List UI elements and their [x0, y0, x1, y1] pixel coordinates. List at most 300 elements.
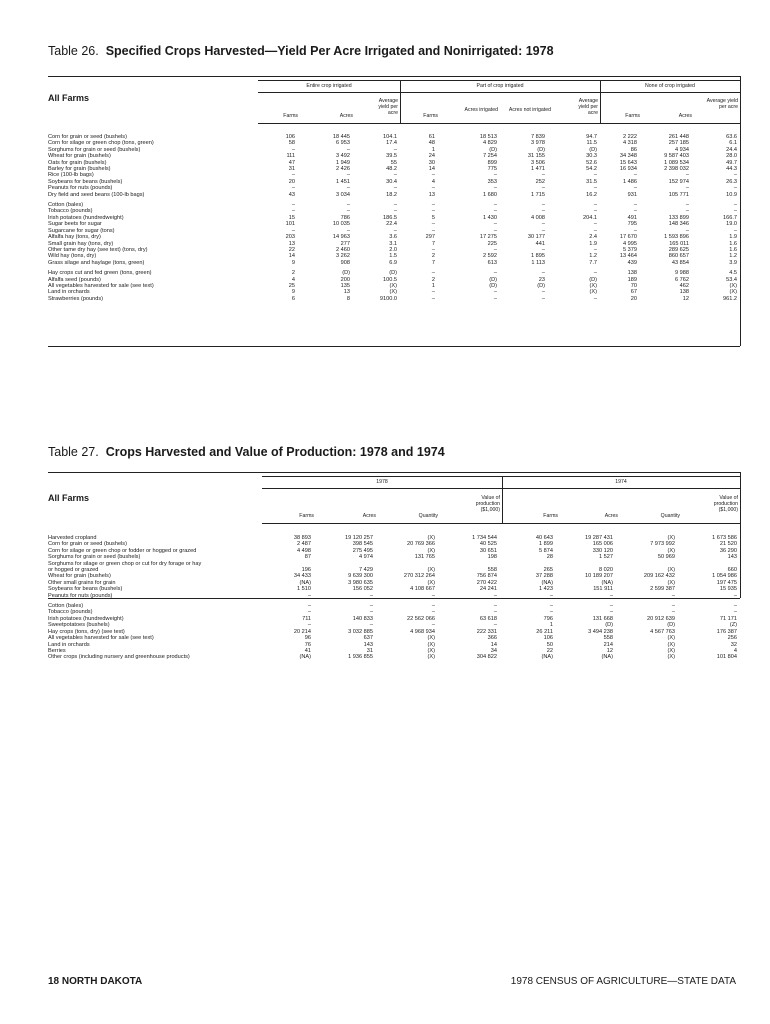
table-cell: –	[633, 227, 637, 234]
table-cell: –	[493, 185, 497, 192]
row-label: Irish potatoes (hundredweight)	[48, 214, 124, 221]
table-cell: 4 108 667	[410, 586, 435, 593]
table-cell: 151 911	[593, 586, 613, 593]
table-cell: 9	[291, 259, 295, 266]
table-cell: 40 643	[535, 535, 553, 541]
table-cell: 3 978	[531, 140, 545, 147]
group-none-irrigated: None of crop irrigated	[600, 81, 740, 93]
table-cell: –	[541, 172, 545, 179]
page-footer-right: 1978 CENSUS OF AGRICULTURE—STATE DATA	[510, 976, 736, 987]
table-cell: –	[291, 146, 295, 153]
group-part-irrigated: Part of crop irrigated	[400, 81, 600, 93]
table-cell: 28	[546, 554, 553, 561]
table-cell: 6.9	[389, 259, 397, 266]
table-cell: (X)	[427, 567, 435, 574]
table-cell: 53.4	[726, 276, 737, 283]
table-cell: 1 430	[483, 214, 497, 221]
table-cell: 9 639 300	[348, 573, 373, 580]
table-cell: 22	[288, 246, 295, 253]
row-label: Soybeans for beans (bushels)	[48, 586, 123, 593]
table-cell: 105 771	[668, 191, 689, 198]
table-cell: 277	[340, 240, 350, 247]
table-cell: –	[685, 202, 689, 209]
header-value-of-production: Value of production ($1,000)	[713, 495, 738, 513]
table-cell: –	[733, 185, 737, 192]
header-farms: Farms	[299, 513, 314, 519]
table-cell: 1 895	[531, 253, 545, 260]
table-cell: 19 287 431	[585, 535, 613, 541]
table-cell: 30.4	[386, 178, 397, 185]
table-cell: 198	[487, 554, 497, 561]
table-cell: (X)	[427, 635, 435, 642]
table-cell: 6 953	[336, 140, 350, 147]
table-cell: –	[609, 609, 613, 616]
table-cell: 148 346	[668, 221, 689, 228]
table-cell: 18 445	[332, 134, 350, 140]
table-cell: 1 510	[297, 586, 311, 593]
row-label: Peanuts for nuts (pounds)	[48, 185, 113, 192]
table-cell: –	[541, 208, 545, 215]
table-cell: 1.9	[729, 234, 737, 241]
table-cell: 15 935	[719, 586, 737, 593]
table-cell: 26 211	[536, 628, 553, 635]
table-cell: 43 854	[671, 259, 689, 266]
table-cell: 104.1	[383, 134, 397, 140]
table-cell: –	[291, 208, 295, 215]
table-cell: –	[733, 603, 737, 610]
table-cell: (D)	[489, 282, 497, 289]
header-acres: Acres	[678, 113, 692, 119]
table-cell: 111	[286, 153, 295, 160]
table-cell: 138	[627, 270, 637, 277]
table-cell: –	[593, 227, 597, 234]
table-cell: –	[493, 221, 497, 228]
table-cell: (X)	[729, 289, 737, 296]
table-cell: 9 587 403	[664, 153, 689, 160]
table-cell: –	[549, 609, 553, 616]
table-cell: 558	[487, 567, 497, 574]
table-cell: 36 290	[719, 547, 737, 554]
row-label: All vegetables harvested for sale (see text)	[48, 635, 154, 642]
table-cell: 17 275	[479, 234, 497, 241]
table-cell: 152 974	[668, 178, 689, 185]
row-label: Sugar beets for sugar	[48, 221, 102, 228]
table-cell: –	[431, 202, 435, 209]
row-label: Other tame dry hay (see text) (tons, dry)	[48, 246, 148, 253]
table-cell: (D)	[489, 276, 497, 283]
table-cell: –	[493, 202, 497, 209]
table-cell: 34 348	[619, 153, 637, 160]
row-label: Sorghums for grain or seed (bushels)	[48, 554, 141, 561]
table-cell: –	[307, 622, 311, 629]
table-cell: 7	[431, 240, 435, 247]
table-cell: 106	[543, 635, 553, 642]
row-label: Corn for silage or green chop or fodder or hogged or grazed	[48, 547, 197, 554]
table-cell: 13 464	[619, 253, 637, 260]
table-cell: (X)	[667, 654, 675, 661]
table-cell: 34	[490, 647, 497, 654]
table-cell: 28.0	[726, 153, 737, 160]
table-cell: 1 734 544	[472, 535, 497, 541]
table-cell: 31	[288, 166, 295, 173]
table-cell: 270 422	[476, 579, 497, 586]
table-cell: 10 189 207	[585, 573, 613, 580]
table-26-right-rule	[740, 76, 741, 346]
table-cell: (X)	[589, 289, 597, 296]
table-cell: 19 120 257	[345, 535, 373, 541]
table-26-title-text: Specified Crops Harvested—Yield Per Acre Irrigated and Nonirrigated: 1978	[105, 44, 554, 58]
table-cell: (X)	[667, 567, 675, 574]
table-row	[48, 270, 740, 276]
table-cell: 38 893	[293, 535, 311, 541]
table-cell: 3 492	[336, 153, 350, 160]
table-cell: 9 988	[675, 270, 689, 277]
table-cell: 24	[428, 153, 435, 160]
table-cell: 660	[727, 567, 737, 574]
table-cell: 22.4	[386, 221, 397, 228]
table-cell: (D)	[389, 270, 397, 277]
table-cell: 209 162 432	[643, 573, 675, 580]
header-farms: Farms	[423, 113, 438, 119]
header-farms: Farms	[543, 513, 558, 519]
table-cell: 222 331	[476, 628, 497, 635]
table-cell: –	[431, 246, 435, 253]
table-cell: –	[493, 609, 497, 616]
table-cell: 931	[627, 191, 637, 198]
table-cell: –	[291, 227, 295, 234]
header-farms: Farms	[625, 113, 640, 119]
row-label: Cotton (bales)	[48, 603, 84, 610]
table-cell: 10 035	[332, 221, 350, 228]
row-label: Strawberries (pounds)	[48, 295, 104, 302]
table-cell: 398 545	[352, 541, 373, 548]
table-cell: –	[393, 185, 397, 192]
table-cell: 297	[425, 234, 435, 241]
table-cell: –	[633, 202, 637, 209]
table-27-title-text: Crops Harvested and Value of Production: 1978 and 1974	[105, 445, 445, 459]
table-cell: –	[393, 146, 397, 153]
table-cell: –	[685, 227, 689, 234]
table-cell: –	[431, 270, 435, 277]
table-cell: 94.7	[586, 134, 597, 140]
table-cell: 2 460	[336, 246, 350, 253]
table-cell: 3.1	[389, 240, 397, 247]
table-cell: 189	[627, 276, 637, 283]
table-cell: 63.6	[726, 134, 737, 140]
table-cell: 15	[288, 214, 295, 221]
table-cell: (X)	[427, 654, 435, 661]
table-cell: –	[593, 295, 597, 302]
table-cell: 1 593 896	[664, 234, 689, 241]
table-cell: 2	[291, 270, 295, 277]
group-entire-irrigated: Entire crop irrigated	[258, 81, 400, 93]
table-cell: –	[346, 208, 350, 215]
table-cell: 18.2	[386, 191, 397, 198]
table-cell: 186.5	[383, 214, 397, 221]
table-cell: 101	[285, 221, 295, 228]
table-cell: 166.7	[723, 214, 737, 221]
table-cell: –	[541, 227, 545, 234]
table-cell: –	[493, 295, 497, 302]
row-label: Oats for grain (bushels)	[48, 159, 107, 166]
table-cell: 289 625	[668, 246, 689, 253]
table-cell: 1 680	[483, 191, 497, 198]
table-cell: (NA)	[541, 654, 553, 661]
table-cell: (X)	[427, 579, 435, 586]
header-acres: Acres	[362, 513, 376, 519]
table-cell: –	[733, 208, 737, 215]
table-cell: 4 829	[483, 140, 497, 147]
table-cell: 61	[428, 134, 435, 140]
table-cell: 961.2	[723, 295, 737, 302]
table-cell: (X)	[667, 635, 675, 642]
table-cell: 1	[549, 622, 553, 629]
table-cell: 22 562 066	[407, 615, 435, 622]
table-cell: 31 155	[527, 153, 545, 160]
table-cell: 13	[343, 289, 350, 296]
table-cell: 2 398 032	[664, 166, 689, 173]
table-cell: 1.6	[729, 240, 737, 247]
table-cell: 14	[490, 641, 497, 648]
table-cell: 711	[302, 615, 311, 622]
row-label: Sugarcane for sugar (tons)	[48, 227, 115, 234]
table-cell: (X)	[667, 547, 675, 554]
table-cell: 19.0	[726, 221, 737, 228]
table-cell: –	[541, 185, 545, 192]
table-cell: 165 006	[592, 541, 613, 548]
table-cell: 4 008	[531, 214, 545, 221]
page-footer-left: 18 NORTH DAKOTA	[48, 976, 143, 987]
table-cell: (NA)	[541, 579, 553, 586]
table-cell: –	[733, 172, 737, 179]
table-cell: 4 934	[675, 146, 689, 153]
table-cell: –	[541, 289, 545, 296]
table-cell: 1 451	[336, 178, 350, 185]
table-cell: 6	[291, 295, 295, 302]
header-acres: Acres	[604, 513, 618, 519]
table-cell: –	[685, 185, 689, 192]
table-cell: 265	[543, 567, 553, 574]
table-cell: 5 874	[539, 547, 553, 554]
table-cell: 40 525	[479, 541, 497, 548]
row-label: Barley for grain (bushels)	[48, 166, 111, 173]
row-label: Other small grains for grain	[48, 579, 116, 586]
table-cell: 256	[727, 635, 737, 642]
table-cell: (NA)	[601, 654, 613, 661]
table-cell: 32	[730, 641, 737, 648]
table-27-right-rule	[740, 472, 741, 598]
table-cell: 2.0	[389, 246, 397, 253]
table-cell: 1 113	[531, 259, 545, 266]
table-cell: –	[493, 270, 497, 277]
table-cell: 2 426	[336, 166, 350, 173]
table-cell: 2 487	[297, 541, 311, 548]
table-cell: 204.1	[583, 214, 597, 221]
row-label: Corn for grain or seed (bushels)	[48, 541, 127, 548]
table-cell: (D)	[589, 146, 597, 153]
table-cell: 613	[487, 259, 497, 266]
table-cell: 76	[304, 641, 311, 648]
table-row	[48, 140, 740, 146]
table-cell: 16 934	[619, 166, 637, 173]
table-cell: –	[307, 609, 311, 616]
table-cell: –	[493, 227, 497, 234]
table-cell: 252	[535, 178, 545, 185]
table-cell: 24.4	[726, 146, 737, 153]
table-cell: 3 494 238	[588, 628, 613, 635]
table-cell: 12	[682, 295, 689, 302]
table-cell: –	[593, 185, 597, 192]
header-acres-irrigated: Acres irrigated	[464, 107, 498, 113]
table-27-row-header: All Farms	[48, 493, 90, 503]
table-cell: 203	[285, 234, 295, 241]
table-cell: –	[346, 146, 350, 153]
row-label: Land in orchards	[48, 289, 90, 296]
row-label: Dry field and seed beans (100-lb bags)	[48, 191, 145, 198]
table-cell: 41	[304, 647, 311, 654]
row-label: Berries	[48, 647, 66, 654]
table-cell: 8	[346, 295, 350, 302]
table-cell: –	[633, 208, 637, 215]
table-cell: –	[593, 246, 597, 253]
table-cell: 31.5	[586, 178, 597, 185]
table-cell: –	[541, 246, 545, 253]
table-cell: 3 506	[531, 159, 545, 166]
table-cell: 3 262	[336, 253, 350, 260]
table-cell: 261 448	[668, 134, 689, 140]
row-label: Rice (100-lb bags)	[48, 172, 94, 179]
table-cell: (X)	[389, 282, 397, 289]
table-cell: 14	[288, 253, 295, 260]
table-cell: 908	[340, 259, 350, 266]
table-cell: 200	[340, 276, 350, 283]
table-cell: 101 804	[716, 654, 737, 661]
table-cell: 131 668	[592, 615, 613, 622]
table-cell: (D)	[537, 146, 545, 153]
table-cell: 8 020	[599, 567, 613, 574]
header-farms: Farms	[283, 113, 298, 119]
table-cell: (D)	[667, 622, 675, 629]
table-cell: 71 171	[719, 615, 737, 622]
row-label: Other crops (including nursery and greenhouse products)	[48, 654, 190, 661]
table-cell: –	[346, 185, 350, 192]
table-cell: 3 034	[336, 191, 350, 198]
row-label: Hay crops cut and fed green (tons, green)	[48, 270, 152, 277]
table-cell: 143	[727, 554, 737, 561]
table-cell: 2 592	[483, 253, 497, 260]
table-cell: –	[685, 172, 689, 179]
table-cell: 304 822	[476, 654, 497, 661]
header-average-yield: Average yield per acre	[578, 98, 598, 116]
table-cell: 225	[487, 240, 497, 247]
table-cell: –	[593, 172, 597, 179]
table-cell: (X)	[667, 535, 675, 541]
row-label: Alfalfa hay (tons, dry)	[48, 234, 101, 241]
table-cell: 23	[538, 276, 545, 283]
group-year-1978: 1978	[262, 477, 502, 489]
table-cell: 31	[366, 647, 373, 654]
row-label: Alfalfa seed (pounds)	[48, 276, 101, 283]
table-cell: (X)	[589, 282, 597, 289]
table-cell: –	[593, 221, 597, 228]
table-cell: 34 433	[293, 573, 311, 580]
table-cell: –	[493, 246, 497, 253]
table-cell: 637	[363, 635, 373, 642]
table-cell: 4	[431, 178, 435, 185]
table-cell: –	[541, 270, 545, 277]
table-cell: –	[733, 227, 737, 234]
table-cell: –	[431, 622, 435, 629]
header-quantity: Quantity	[418, 513, 438, 519]
table-cell: 14	[428, 166, 435, 173]
row-label: Harvested cropland	[48, 535, 97, 541]
table-cell: –	[593, 270, 597, 277]
table-cell: –	[393, 227, 397, 234]
table-cell: 4 318	[623, 140, 637, 147]
table-cell: 138	[679, 289, 689, 296]
row-label: Sweetpotatoes (bushels)	[48, 622, 110, 629]
table-cell: 439	[627, 259, 637, 266]
table-cell: –	[369, 603, 373, 610]
table-cell: 14 963	[332, 234, 350, 241]
table-cell: (X)	[729, 282, 737, 289]
table-cell: 1.2	[729, 253, 737, 260]
row-label: Wild hay (tons, dry)	[48, 253, 97, 260]
table-27-number: Table 27.	[48, 445, 99, 459]
header-average-yield: Average yield per acre	[706, 98, 738, 110]
table-cell: –	[307, 603, 311, 610]
table-cell: 1 673 586	[712, 535, 737, 541]
table-cell: –	[671, 592, 675, 599]
table-cell: 3 032 885	[348, 628, 373, 635]
table-cell: –	[369, 609, 373, 616]
table-cell: 55	[390, 159, 397, 166]
table-cell: 16.2	[586, 191, 597, 198]
table-cell: –	[393, 202, 397, 209]
table-cell: 796	[543, 615, 553, 622]
row-label: Tobacco (pounds)	[48, 609, 93, 616]
table-cell: 13	[428, 191, 435, 198]
table-cell: 106	[285, 134, 295, 140]
table-cell: 47	[288, 159, 295, 166]
table-cell: 30	[428, 159, 435, 166]
table-cell: –	[493, 622, 497, 629]
table-cell: 70	[630, 282, 637, 289]
table-cell: 4.5	[729, 270, 737, 277]
table-cell: 1 486	[623, 178, 637, 185]
table-cell: 135	[340, 282, 350, 289]
table-cell: (D)	[589, 276, 597, 283]
table-cell: (D)	[342, 270, 350, 277]
table-cell: –	[431, 592, 435, 599]
table-cell: 1 423	[539, 586, 553, 593]
table-cell: 37 288	[535, 573, 553, 580]
table-cell: 18 513	[479, 134, 497, 140]
table-cell: –	[393, 208, 397, 215]
table-cell: 143	[363, 641, 373, 648]
table-cell: 9	[291, 289, 295, 296]
table-cell: 20	[288, 178, 295, 185]
table-cell: 30 651	[479, 547, 497, 554]
table-cell: 1 936 855	[348, 654, 373, 661]
table-cell: 7 839	[531, 134, 545, 140]
header-average-yield: Average yield per acre	[378, 98, 398, 116]
table-cell: –	[431, 172, 435, 179]
table-cell: –	[541, 221, 545, 228]
table-cell: 50 969	[657, 554, 675, 561]
row-label: Sorghums for grain or seed (bushels)	[48, 146, 141, 153]
table-cell: 1 949	[336, 159, 350, 166]
